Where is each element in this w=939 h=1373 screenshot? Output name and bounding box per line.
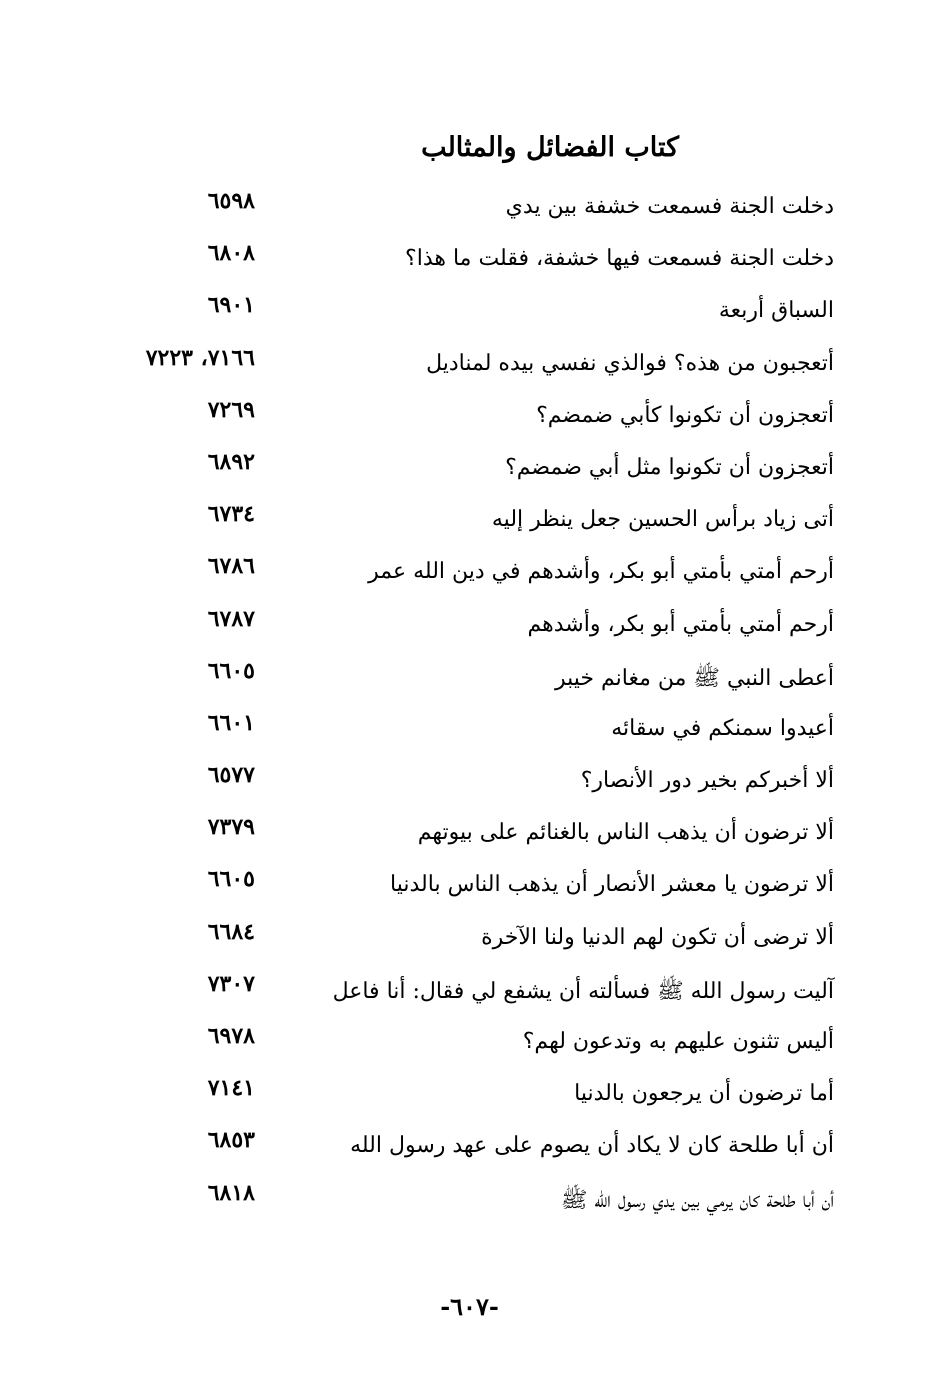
hadith-text: أعيدوا سمنكم في سقائه — [611, 715, 834, 741]
hadith-text: أتى زياد برأس الحسين جعل ينظر إليه — [491, 507, 834, 533]
hadith-numbers: ٦٧٣٤ — [207, 501, 255, 528]
hadith-text: آليت رسول الله ﷺ فسألته أن يشفع لي فقال: أنا فاعل — [332, 978, 834, 1004]
hadith-numbers: ٧٣٧٩ — [207, 814, 255, 841]
hadith-numbers: ٧١٤١ — [207, 1075, 255, 1102]
hadith-numbers: ٦٨٩٢ — [207, 448, 255, 475]
hadith-text: أتعجزون أن تكونوا كأبي ضمضم؟ — [536, 402, 834, 428]
hadith-numbers: ٦٥٩٨ — [207, 188, 255, 214]
hadith-numbers: ٦٦٠٥ — [207, 866, 255, 893]
hadith-numbers: ٧٢٦٩ — [207, 396, 255, 423]
index-entry — [0, 1017, 939, 1069]
hadith-numbers: ٦٧٨٦ — [207, 553, 255, 580]
index-entry — [0, 339, 939, 391]
hadith-numbers: ٦٨١٨ — [207, 1179, 255, 1206]
index-entry — [0, 808, 939, 860]
index-entry — [0, 965, 939, 1017]
hadith-text: دخلت الجنة فسمعت فيها خشفة، فقلت ما هذا؟ — [405, 246, 834, 272]
hadith-text: أن أبا طلحة كان لا يكاد أن يصوم على عهد رسول الله — [350, 1133, 834, 1159]
hadith-numbers: ٦٨٥٣ — [207, 1127, 255, 1154]
index-entry — [0, 1069, 939, 1121]
hadith-text: دخلت الجنة فسمعت خشفة بين يدي — [505, 194, 834, 219]
index-entry — [0, 234, 939, 286]
hadith-numbers: ٧٣٠٧ — [207, 970, 255, 997]
index-entry — [0, 182, 939, 234]
hadith-text: أعطى النبي ﷺ من مغانم خيبر — [554, 665, 834, 691]
index-entry — [0, 913, 939, 965]
index-entry — [0, 391, 939, 443]
hadith-numbers: ٦٧٨٧ — [207, 605, 255, 632]
hadith-numbers: ٦٦٠٥ — [207, 657, 255, 684]
index-entry — [0, 756, 939, 808]
hadith-numbers: ٦٦٠١ — [207, 709, 255, 736]
page-number: -٦٠٧- — [440, 1292, 499, 1321]
hadith-numbers: ٦٦٨٤ — [207, 918, 255, 945]
hadith-text: أرحم أمتي بأمتي أبو بكر، وأشدهم — [527, 611, 834, 637]
hadith-numbers: ٧١٦٦، ٧٢٢٣ — [145, 344, 255, 371]
hadith-text: ألا أخبركم بخير دور الأنصار؟ — [580, 768, 834, 794]
hadith-numbers: ٦٩٠١ — [207, 292, 255, 319]
index-entry — [0, 860, 939, 912]
hadith-text: ألا ترضون أن يذهب الناس بالغنائم على بيوتهم — [417, 820, 834, 846]
index-entry — [0, 286, 939, 338]
index-entry — [0, 600, 939, 652]
hadith-text: السباق أربعة — [718, 298, 834, 324]
hadith-text: أن أبا طلحة كان يرمي بين يدي رسول الله ﷺ — [560, 1187, 834, 1213]
hadith-numbers: ٦٨٠٨ — [207, 240, 255, 267]
hadith-text: أما ترضون أن يرجعون بالدنيا — [574, 1081, 834, 1107]
index-entry — [0, 547, 939, 599]
hadith-text: ألا ترضى أن تكون لهم الدنيا ولنا الآخرة — [481, 924, 834, 950]
index-entry — [0, 652, 939, 704]
hadith-numbers: ٦٥٧٧ — [207, 762, 255, 789]
hadith-text: أتعجزون أن تكونوا مثل أبي ضمضم؟ — [505, 454, 834, 480]
hadith-text: أليس تثنون عليهم به وتدعون لهم؟ — [522, 1029, 834, 1054]
index-entry — [0, 1174, 939, 1226]
hadith-numbers: ٦٩٧٨ — [207, 1023, 255, 1049]
hadith-index-list — [0, 182, 939, 1226]
page-title: كتاب الفضائل والمثالب — [421, 132, 679, 163]
index-entry — [0, 704, 939, 756]
index-entry — [0, 495, 939, 547]
hadith-text: أتعجبون من هذه؟ فوالذي نفسي بيده لمناديل — [426, 350, 834, 376]
index-entry — [0, 443, 939, 495]
hadith-text: ألا ترضون يا معشر الأنصار أن يذهب الناس بالدنيا — [390, 872, 834, 898]
index-entry — [0, 1121, 939, 1173]
hadith-text: أرحم أمتي بأمتي أبو بكر، وأشدهم في دين الله عمر — [368, 559, 834, 585]
